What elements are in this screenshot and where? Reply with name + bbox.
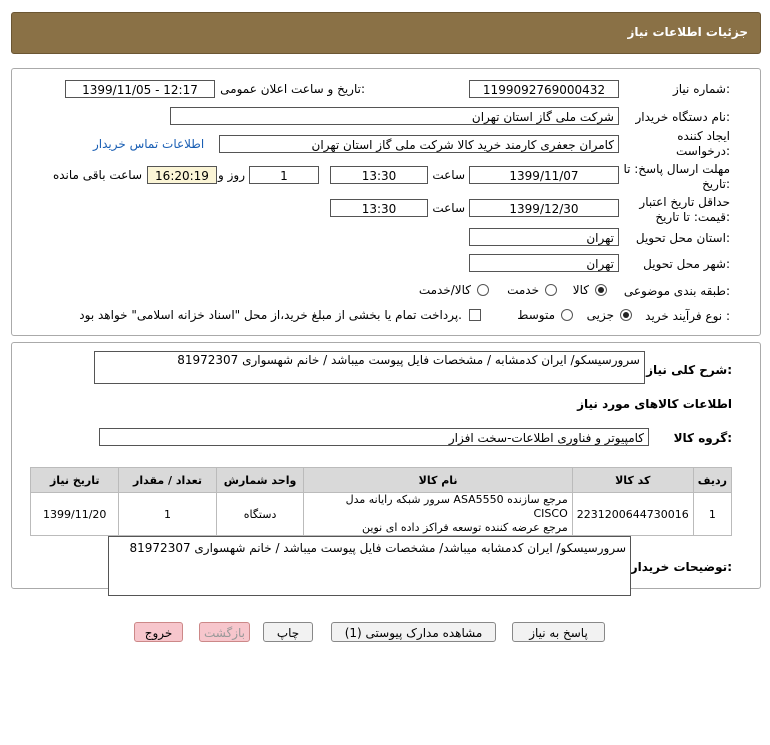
table-row	[31, 493, 732, 536]
city-field: تهران	[469, 254, 619, 272]
cell-qty: 1	[119, 493, 216, 536]
cell-date: 1399/11/20	[31, 493, 119, 536]
goods-table	[30, 467, 732, 536]
deadline-label: مهلت ارسال پاسخ: تا تاریخ:	[623, 162, 730, 191]
announce-label: تاریخ و ساعت اعلان عمومی:	[220, 82, 365, 96]
announce-field: 1399/11/05 - 12:17	[65, 80, 215, 98]
process-label: نوع فرآیند خرید :	[645, 309, 730, 323]
goods-table-header	[31, 468, 732, 493]
need-number-field: 1199092769000432	[469, 80, 619, 98]
remaining-label: ساعت باقی مانده	[52, 168, 142, 182]
cell-name-line1: سرور شبکه رایانه مدل ASA5550 مرجع سازنده CISCO	[345, 493, 568, 520]
col-date: تاریخ نیاز	[31, 468, 119, 493]
cell-unit: دستگاه	[216, 493, 304, 536]
back-button[interactable]: بازگشت	[199, 622, 250, 642]
cell-name-line2: مرجع عرضه کننده توسعه فراکز داده ای نوین	[362, 521, 568, 534]
process-minor-label: جزیی	[586, 308, 614, 322]
buyer-org-field: شرکت ملی گاز استان تهران	[170, 107, 619, 125]
category-service-radio[interactable]	[545, 284, 557, 296]
col-code: کد کالا	[572, 468, 693, 493]
buyer-contact-link[interactable]: اطلاعات تماس خریدار	[93, 137, 205, 151]
validity-time-field: 13:30	[330, 199, 428, 217]
exit-button[interactable]: خروج	[134, 622, 183, 642]
validity-time-label: ساعت	[432, 201, 465, 215]
deadline-time-field: 13:30	[330, 166, 428, 184]
reply-button[interactable]: پاسخ به نیاز	[512, 622, 605, 642]
summary-label: شرح کلی نیاز:	[646, 363, 732, 377]
goods-group-label: گروه کالا:	[673, 431, 732, 445]
cell-name	[304, 493, 572, 536]
category-label: طبقه بندی موضوعی:	[623, 284, 730, 298]
days-field: 1	[249, 166, 319, 184]
category-service-label: خدمت	[507, 283, 539, 297]
goods-group-field: کامپیوتر و فناوری اطلاعات-سخت افزار	[99, 428, 649, 446]
print-button[interactable]: چاپ	[263, 622, 313, 642]
requester-field: کامران جعفری کارمند خرید کالا شرکت ملی گاز استان تهران	[219, 135, 619, 153]
validity-date-field: 1399/12/30	[469, 199, 619, 217]
deadline-date-field: 1399/11/07	[469, 166, 619, 184]
process-medium-radio[interactable]	[561, 309, 573, 321]
remaining-time-field: 16:20:19	[147, 166, 217, 184]
col-qty: تعداد / مقدار	[119, 468, 216, 493]
days-label: روز و	[218, 168, 245, 182]
cell-code: 2231200644730016	[572, 493, 693, 536]
view-documents-button[interactable]: مشاهده مدارک پیوستی (1)	[331, 622, 496, 642]
cell-row: 1	[693, 493, 731, 536]
buyer-org-label: نام دستگاه خریدار:	[635, 110, 730, 124]
col-name: نام کالا	[304, 468, 572, 493]
requester-label: ایجاد کننده درخواست:	[676, 129, 730, 158]
buyer-notes-label: توضیحات خریدار:	[630, 560, 732, 574]
page-header	[11, 12, 761, 54]
category-goods-radio[interactable]	[595, 284, 607, 296]
summary-field: سرورسیسکو/ ایران کدمشابه / مشخصات فایل پیوست میباشد / خانم شهسواری 81972307	[94, 351, 645, 384]
deadline-time-label: ساعت	[432, 168, 465, 182]
need-number-label: شماره نیاز:	[672, 82, 730, 96]
buyer-notes-field: سرورسیسکو/ ایران کدمشابه میباشد/ مشخصات فایل پیوست میباشد / خانم شهسواری 81972307	[108, 536, 631, 596]
col-row: ردیف	[693, 468, 731, 493]
city-label: شهر محل تحویل:	[643, 257, 730, 271]
process-minor-radio[interactable]	[620, 309, 632, 321]
process-medium-label: متوسط	[517, 308, 555, 322]
validity-label: حداقل تاریخ اعتبار قیمت: تا تاریخ:	[639, 195, 730, 224]
treasury-payment-checkbox[interactable]	[469, 309, 481, 321]
payment-note: پرداخت تمام یا بخشی از مبلغ خرید،از محل "اسناد خزانه اسلامی" خواهد بود.	[79, 308, 462, 322]
category-both-label: کالا/خدمت	[418, 283, 471, 297]
category-both-radio[interactable]	[477, 284, 489, 296]
page-title: جزئیات اطلاعات نیاز	[627, 25, 748, 39]
col-unit: واحد شمارش	[216, 468, 304, 493]
category-goods-label: کالا	[572, 283, 589, 297]
province-label: استان محل تحویل:	[635, 231, 730, 245]
province-field: تهران	[469, 228, 619, 246]
goods-section-title: اطلاعات کالاهای مورد نیاز	[577, 397, 732, 411]
